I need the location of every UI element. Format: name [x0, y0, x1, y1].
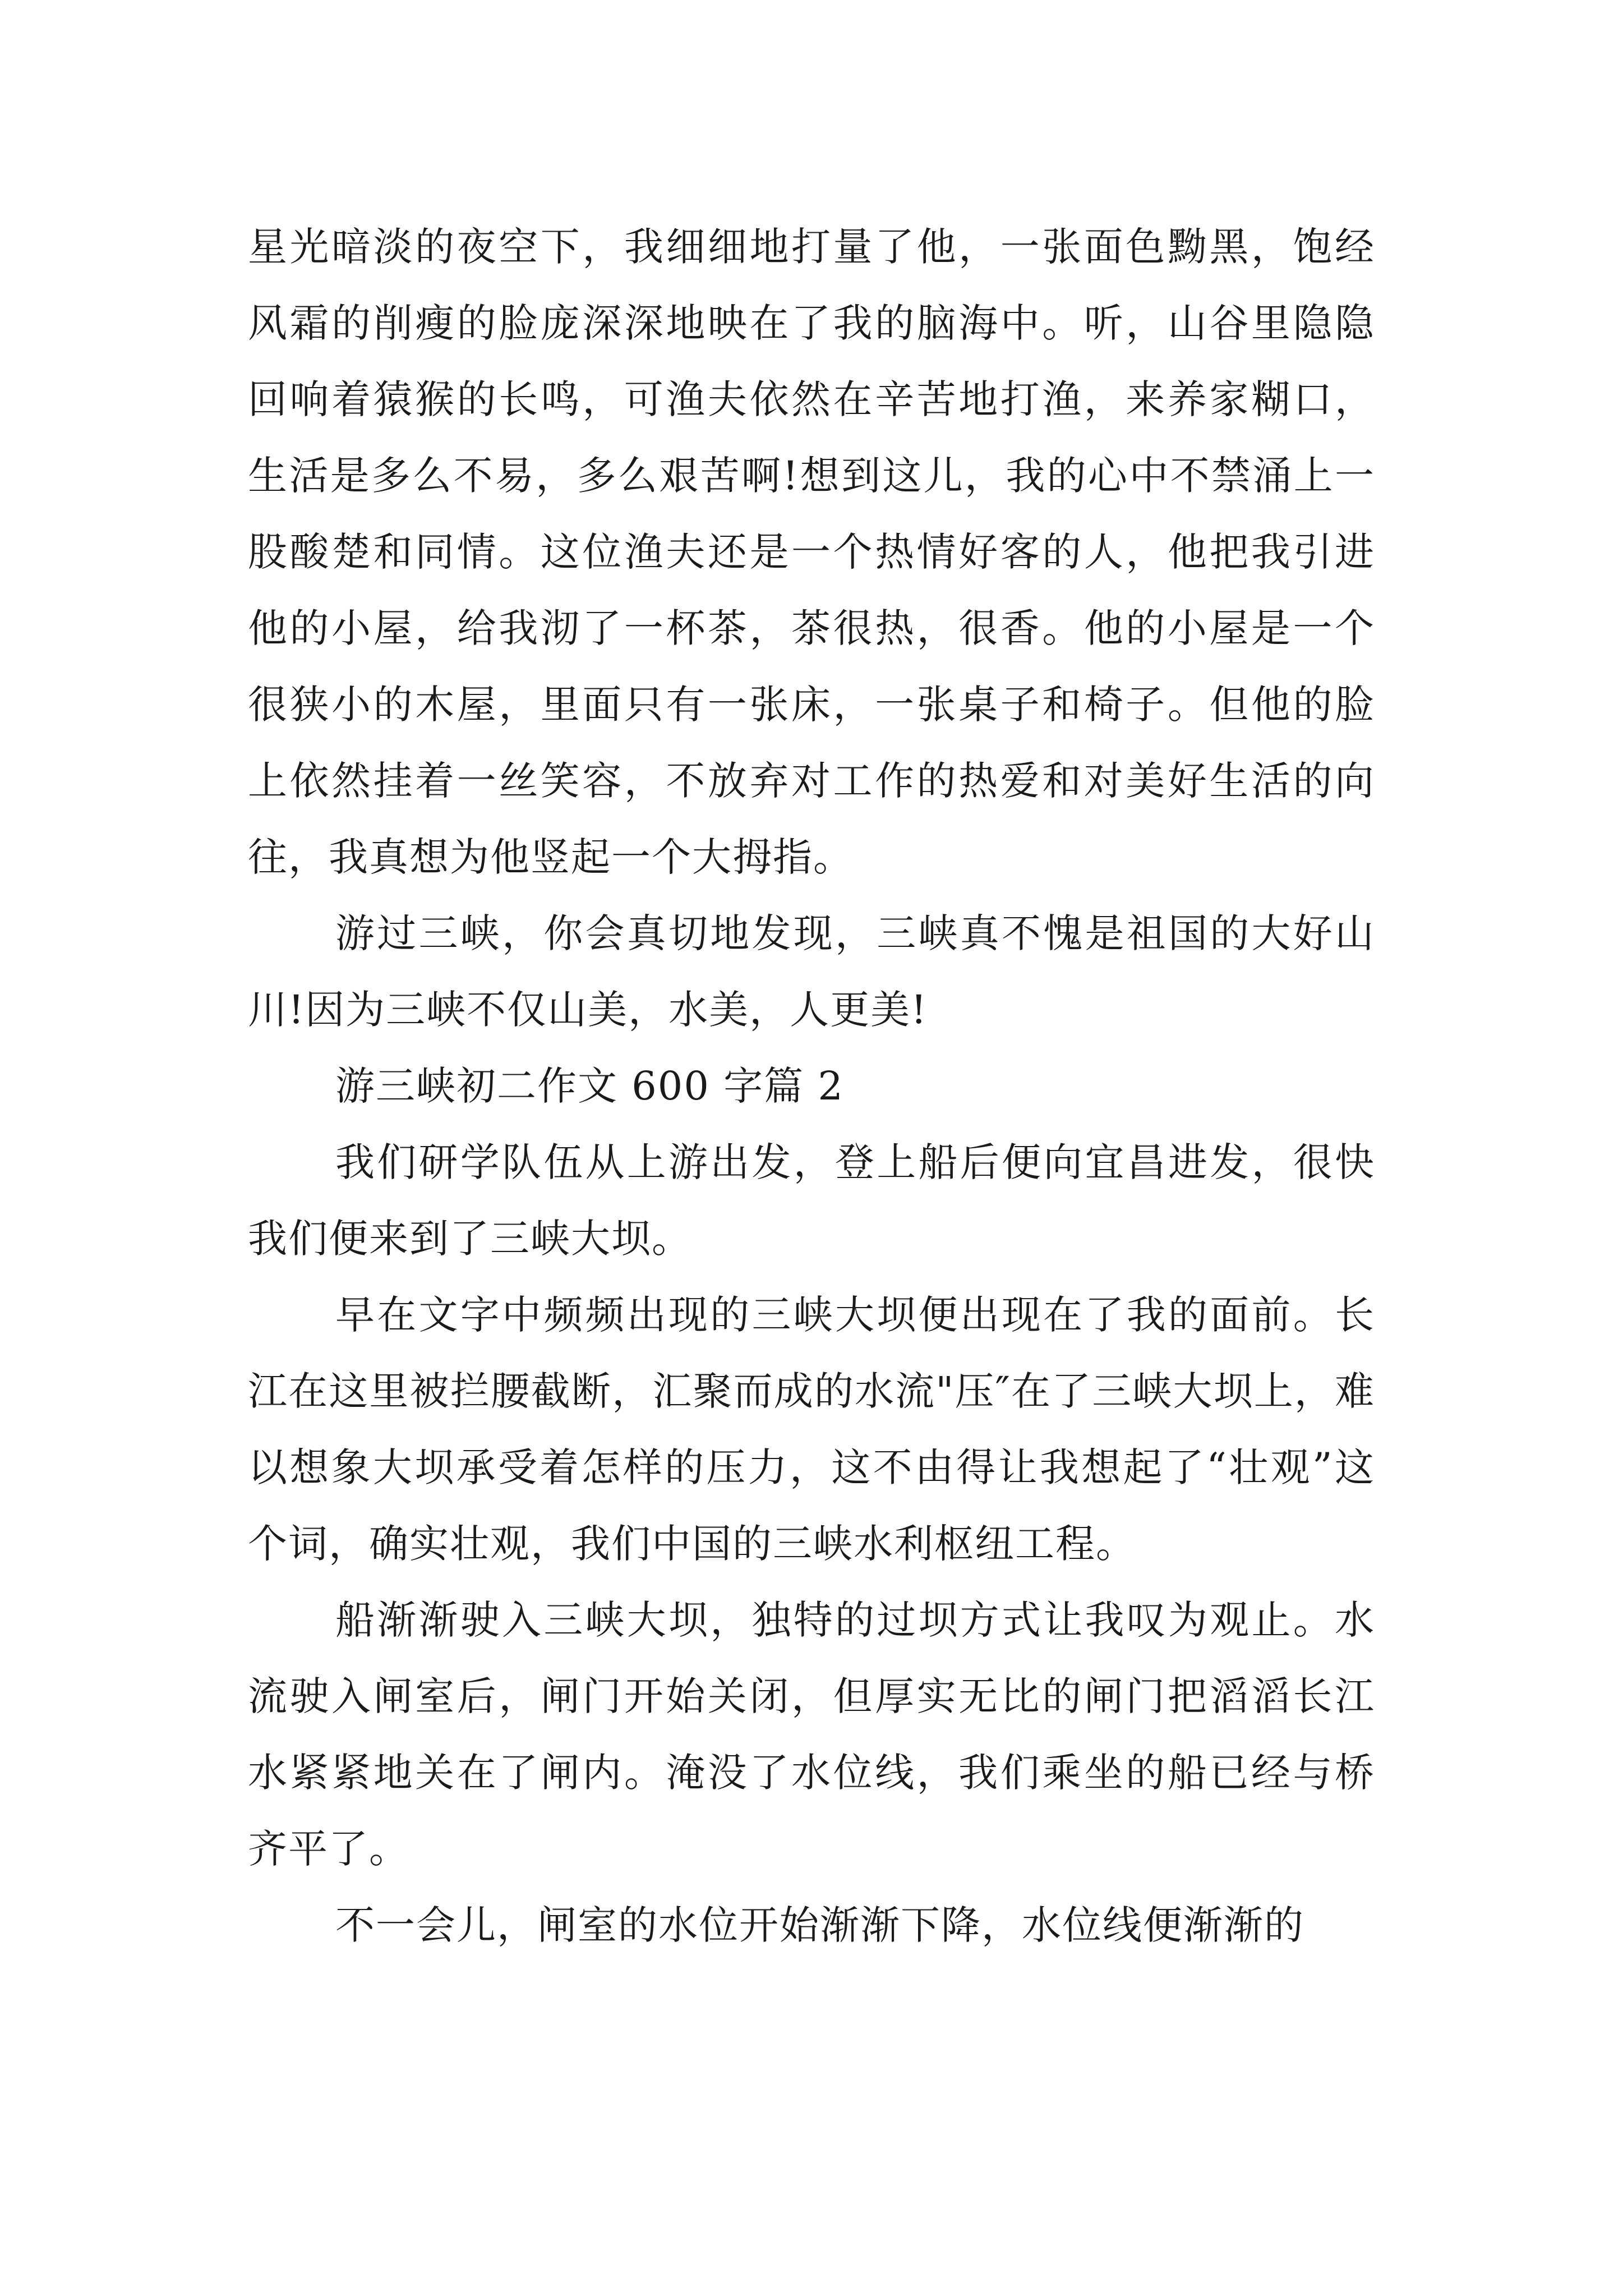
paragraph-departure: 我们研学队伍从上游出发，登上船后便向宜昌进发，很快我们便来到了三峡大坝。	[248, 1139, 1375, 1262]
essay-body	[248, 209, 1375, 1963]
paragraph-water-level: 不一会儿，闸室的水位开始渐渐下降，水位线便渐渐的	[335, 1902, 1304, 1948]
paragraph-fisherman: 星光暗淡的夜空下，我细细地打量了他，一张面色黝黑，饱经风霜的削瘦的脸庞深深地映在了我的脑海中。听，山谷里隐隐回响着猿猴的长鸣，可渔夫依然在辛苦地打渔，来养家糊口，生活是多么不易，多么艰苦啊!想到这儿，我的心中不禁涌上一股酸楚和同情。这位渔夫还是一个热情好客的人，他把我引进他的小屋，给我沏了一杯茶，茶很热，很香。他的小屋是一个很狭小的木屋，里面只有一张床，一张桌子和椅子。但他的脸上依然挂着一丝笑容，不放弃对工作的热爱和对美好生活的向往，我真想为他竖起一个大拇指。	[248, 224, 1375, 880]
essay-heading: 游三峡初二作文 600 字篇 2	[335, 1063, 844, 1109]
paragraph-lock: 船渐渐驶入三峡大坝，独特的过坝方式让我叹为观止。水流驶入闸室后，闸门开始关闭，但厚实无比的闸门把滔滔长江水紧紧地关在了闸内。淹没了水位线，我们乘坐的船已经与桥齐平了。	[248, 1597, 1375, 1872]
paragraph-conclusion: 游过三峡，你会真切地发现，三峡真不愧是祖国的大好山川!因为三峡不仅山美，水美，人更美!	[248, 910, 1375, 1033]
paragraph-dam: 早在文字中频频出现的三峡大坝便出现在了我的面前。长江在这里被拦腰截断，汇聚而成的水流"压″在了三峡大坝上，难以想象大坝承受着怎样的压力，这不由得让我想起了“壮观”这个词，确实壮观，我们中国的三峡水利枢纽工程。	[248, 1292, 1375, 1567]
